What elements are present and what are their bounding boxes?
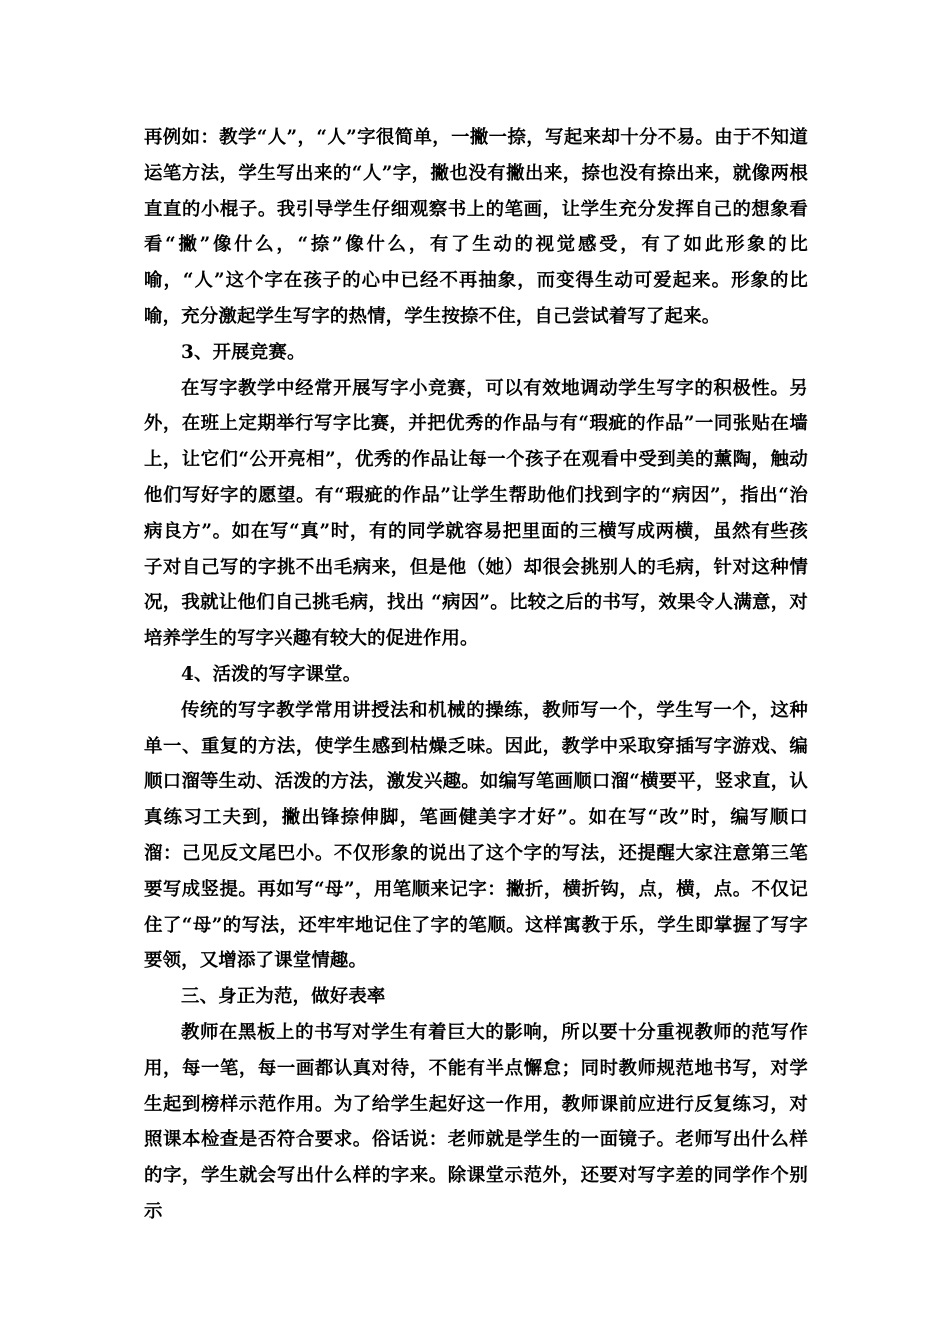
paragraph-ren-example: 再例如：教学“人”，“人”字很简单，一撇一捺，写起来却十分不易。由于不知道运笔方法，学生写出来的“人”字，撇也没有撇出来，捺也没有捺出来，就像两根直直的小棍子。我引导学生仔细观察书上的笔画，让学生充分发挥自己的想象看看“撇”像什么，“捺”像什么，有了生动的视觉感受，有了如此形象的比喻，“人”这个字在孩子的心中已经不再抽象，而变得生动可爱起来。形象的比喻，充分激起学生写字的热情，学生按捺不住，自己尝试着写了起来。 — [144, 127, 808, 327]
paragraph-role-model: 教师在黑板上的书写对学生有着巨大的影响，所以要十分重视教师的范写作用，每一笔，每一画都认真对待，不能有半点懈怠；同时教师规范地书写，对学生起到榜样示范作用。为了给学生起好这一作用，教师课前应进行反复练习，对照课本检查是否符合要求。俗话说：老师就是学生的一面镜子。老师写出什么样的字，学生就会写出什么样的字来。除课堂示范外，还要对写字差的同学作个别示 — [144, 1021, 808, 1222]
paragraph-lively-classroom: 传统的写字教学常用讲授法和机械的操练，教师写一个，学生写一个，这种单一、重复的方法，使学生感到枯燥乏味。因此，教学中采取穿插写字游戏、编顺口溜等生动、活泼的方法，激发兴趣。如编写笔画顺口溜“横要平，竖求直，认真练习工夫到，撇出锋捺伸脚，笔画健美字才好”。如在写“改”时，编写顺口溜：己见反文尾巴小。不仅形象的说出了这个字的写法，还提醒大家注意第三笔要写成竖提。再如写“母”，用笔顺来记字：撇折，横折钩，点，横，点。不仅记住了“母”的写法，还牢牢地记住了字的笔顺。这样寓教于乐，学生即掌握了写字要领，又增添了课堂情趣。 — [144, 699, 808, 972]
heading-lively-classroom: 4、活泼的写字课堂。 — [181, 663, 362, 685]
heading-role-model: 三、身正为范，做好表率 — [181, 986, 386, 1008]
document-body — [144, 120, 808, 1230]
heading-competition: 3、开展竞赛。 — [181, 341, 306, 363]
paragraph-competition: 在写字教学中经常开展写字小竞赛，可以有效地调动学生写字的积极性。另外，在班上定期举行写字比赛，并把优秀的作品与有“瑕疵的作品”一同张贴在墙上，让它们“公开亮相”，优秀的作品让每一个孩子在观看中受到美的薰陶，触动他们写好字的愿望。有“瑕疵的作品”让学生帮助他们找到字的“病因”，指出“治病良方”。如在写“真”时，有的同学就容易把里面的三横写成两横，虽然有些孩子对自己写的字挑不出毛病来，但是他（她）却很会挑别人的毛病，针对这种情况，我就让他们自己挑毛病，找出 “病因”。比较之后的书写，效果令人满意，对培养学生的写字兴趣有较大的促进作用。 — [144, 377, 808, 650]
